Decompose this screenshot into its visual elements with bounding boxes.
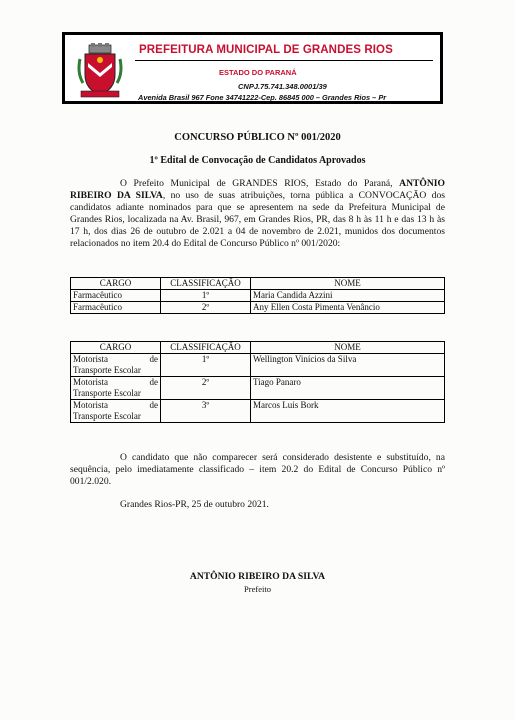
closing-paragraph (70, 452, 445, 488)
table-row (71, 354, 445, 377)
cell-nome: Maria Candida Azzini (251, 290, 445, 302)
document-title: CONCURSO PÚBLICO Nº 001/2020 (174, 132, 341, 143)
letterhead (62, 32, 443, 104)
cargo-line-2: Transporte Escolar (73, 388, 141, 398)
municipality-title: PREFEITURA MUNICIPAL DE GRANDES RIOS (139, 44, 393, 56)
table-row (71, 377, 445, 400)
table-row (71, 302, 445, 314)
cell-cargo (71, 400, 161, 423)
address-line: Avenida Brasil 967 Fone 34741222-Cep. 86845 000 – Grandes Rios – Pr (138, 93, 387, 102)
cargo-line-2: Transporte Escolar (73, 365, 141, 375)
column-header-cargo: CARGO (71, 342, 161, 354)
cell-classificacao: 1º (161, 354, 251, 377)
cell-cargo: Farmacêutico (71, 302, 161, 314)
pharmacist-table (70, 277, 445, 314)
cargo-line-1: Motorista de (73, 377, 158, 387)
municipal-crest-icon (75, 43, 125, 99)
driver-table (70, 341, 445, 423)
cell-classificacao: 2º (161, 377, 251, 400)
intro-text-2: , no uso de suas atribuições, torna pública a CONVOCAÇÃO dos candidatos adiante nominados para que se apresentem na sede da Prefeitura Municipal de Grandes Rios, localizada na Av. Brasil, 967, em Grandes Rios, PR, das 8 h às 11 h e das 13 h às 17 h, dos dias 26 de outubro de 2.021 a 04 de novembro de 2.021, munidos dos documentos relacionados no item 20.4 do Edital de Concurso Público nº 001/2020: (70, 190, 445, 249)
cell-nome: Marcos Luis Bork (251, 400, 445, 423)
column-header-nome: NOME (251, 342, 445, 354)
column-header-classificacao: CLASSIFICAÇÃO (161, 342, 251, 354)
cargo-line-1: Motorista de (73, 400, 158, 410)
cell-classificacao: 3º (161, 400, 251, 423)
table-header-row (71, 342, 445, 354)
table-header-row (71, 278, 445, 290)
cell-classificacao: 2º (161, 302, 251, 314)
cell-cargo (71, 377, 161, 400)
intro-paragraph (70, 178, 445, 250)
document-subtitle: 1º Edital de Convocação de Candidatos Aprovados (149, 155, 366, 166)
cell-nome: Tiago Panaro (251, 377, 445, 400)
closing-text: O candidato que não comparecer será considerado desistente e substituído, na sequência, pelo imediatamente classificado – item 20.2 do Edital de Concurso Público nº 001/2.020. (70, 452, 445, 487)
state-name: ESTADO DO PARANÁ (219, 68, 297, 77)
column-header-classificacao: CLASSIFICAÇÃO (161, 278, 251, 290)
signatory-name: ANTÔNIO RIBEIRO DA SILVA (189, 571, 326, 582)
table-row (71, 290, 445, 302)
cell-classificacao: 1º (161, 290, 251, 302)
cnpj-number: CNPJ.75.741.348.0001/39 (238, 82, 327, 91)
cell-nome: Wellington Vinícios da Silva (251, 354, 445, 377)
cell-cargo (71, 354, 161, 377)
intro-text-1: O Prefeito Municipal de GRANDES RIOS, Estado do Paraná, (120, 178, 400, 189)
column-header-nome: NOME (251, 278, 445, 290)
column-header-cargo: CARGO (71, 278, 161, 290)
cargo-line-1: Motorista de (73, 354, 158, 364)
cargo-line-2: Transporte Escolar (73, 411, 141, 421)
mayor-name: ANTÔNIO RIBEIRO DA SILVA (70, 178, 445, 201)
document-date: Grandes Rios-PR, 25 de outubro 2021. (120, 499, 269, 510)
cell-nome: Any Ellen Costa Pimenta Venâncio (251, 302, 445, 314)
signatory-role: Prefeito (244, 584, 271, 594)
title-rule (135, 60, 433, 61)
table-row (71, 400, 445, 423)
cell-cargo: Farmacêutico (71, 290, 161, 302)
